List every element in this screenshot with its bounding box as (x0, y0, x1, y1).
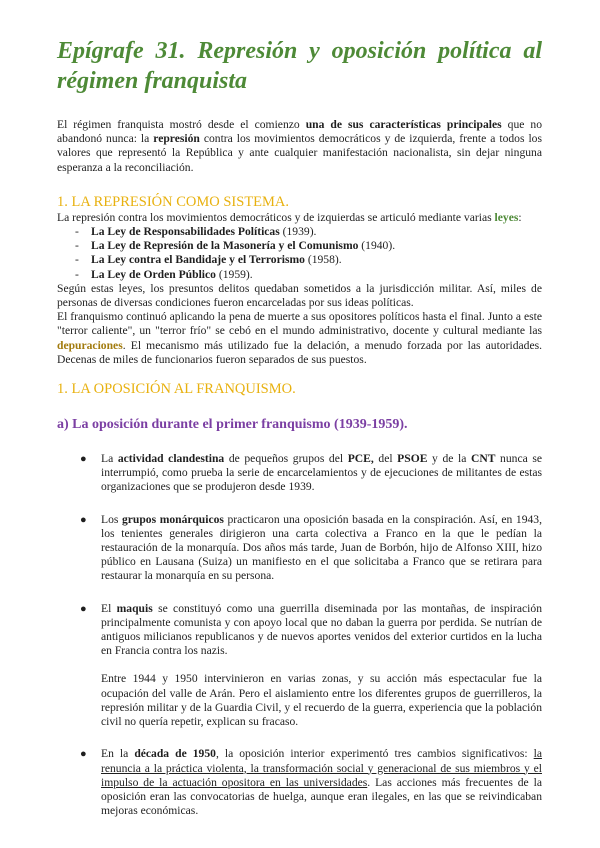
maquis-paragraph-2: Entre 1944 y 1950 intervinieron en varias zonas, y su acción más espectacular fue la ocupación del valle de Arán. Pero el aislamiento entre los diferentes grupos de guerrilleros, la represión militar y de la Guardia Civil, y el recuerdo de la guerra, experiencia que la población civil no quería repetir, explican su fracaso. (101, 672, 542, 729)
law-name: La Ley de Orden Público (91, 267, 216, 281)
laws-lead-text: La represión contra los movimientos democráticos y de izquierdas se articuló mediante varias (57, 210, 495, 224)
monarchist-paragraph (101, 513, 542, 584)
text: y de la (427, 452, 471, 466)
text: nunca se interrumpió, como prueba la serie de encarcelamientos y de ejecuciones de militantes de estas organizaciones que se produjeron desde 1939. (101, 452, 542, 494)
intro-paragraph (57, 118, 542, 175)
laws-list (57, 225, 542, 282)
bullet-icon: ● (80, 453, 87, 466)
law-year: (1940). (358, 239, 396, 253)
list-item (80, 452, 542, 495)
maquis-paragraph (101, 602, 542, 659)
intro-bold-repression: represión (153, 132, 200, 146)
dash-marker: - (75, 239, 79, 253)
list-item (80, 601, 542, 730)
list-item (80, 747, 543, 818)
opposition-bullet-list (57, 452, 542, 818)
list-item (75, 268, 542, 282)
page-title: Epígrafe 31. Represión y oposición política al régimen franquista (57, 38, 542, 94)
text: El (101, 601, 117, 615)
jurisdiction-paragraph: Según estas leyes, los presuntos delitos quedaban sometidos a la jurisdicción militar. Así, miles de personas de diversas condiciones fueron encarceladas por sus ideas políticas. (57, 281, 542, 310)
bullet-icon: ● (80, 602, 87, 615)
fifties-paragraph (101, 747, 542, 818)
terror-text: El franquismo continuó aplicando la pena de muerte a sus opositores políticos hasta el final. Junto a este "terror caliente", un "terror frío" se cebó en el mundo administrativo, docente y cultural mediante las (57, 310, 542, 338)
law-name: La Ley de Responsabilidades Políticas (91, 225, 280, 239)
clandestine-paragraph (101, 452, 542, 495)
list-item (75, 225, 542, 239)
list-item (75, 239, 542, 253)
text: , la oposición interior experimentó tres cambios significativos: (215, 747, 534, 761)
subsection-heading-first-francoism: a) La oposición durante el primer franquismo (1939-1959). (57, 417, 408, 433)
intro-bold-characteristics: una de sus características principales (305, 118, 502, 131)
bullet-icon: ● (80, 513, 87, 526)
law-year: (1939). (279, 225, 317, 239)
section-heading-opposition: 1. LA OPOSICIÓN AL FRANQUISMO. (57, 381, 296, 398)
bold-decade: década de 1950 (134, 747, 216, 761)
section-heading-repression: 1. LA REPRESIÓN COMO SISTEMA. (57, 193, 290, 210)
text: se constituyó como una guerrilla diseminada por las montañas, de inspiración principalmente comunista y con apoyo local que no daban la guerra por perdida. Se nutrían de antiguos milicianos republicanos y de nuevos aportes venidos del exterior curtidos en la lucha en Francia contra los nazis. (101, 601, 542, 658)
list-item (80, 512, 542, 584)
terror-paragraph (57, 310, 542, 367)
text: practicaron una oposición basada en la conspiración. Así, en 1943, los tenientes generales dirigieron una carta colectiva a Franco en la que le pedían la restauración de la monarquía. Dos años más tarde, Juan de Borbón, hijo de Alfonso XIII, hizo público en Lausana (Suiza) un manifiesto en el que solicitaba a Franco que se retirara para restaurar la monarquía en su persona. (101, 512, 542, 583)
laws-lead-paragraph (57, 211, 542, 225)
bold-psoe: PSOE (397, 452, 428, 466)
text: . Las acciones más frecuentes de la oposición eran las convocatorias de huelga, aunque eran ilegales, en las que se reivindicaban mejoras económicas. (101, 775, 542, 818)
dash-marker: - (75, 253, 79, 267)
law-year: (1958). (304, 253, 342, 267)
intro-text: que no abandonó nunca: la (57, 118, 542, 146)
text: La (101, 452, 118, 466)
leyes-keyword: leyes (494, 210, 519, 224)
intro-text: El régimen franquista mostró desde el comienzo (57, 118, 306, 131)
dash-marker: - (75, 225, 79, 239)
terror-text: . El mecanismo más utilizado fue la delación, a menudo forzada por las autoridades. Decenas de miles de funcionarios fueron separados de sus puestos. (57, 338, 542, 366)
underlined-changes: la renuncia a la práctica violenta, la transformación social y generacional de sus miembros y el impulso de la actuación opositora en las universidades (101, 747, 543, 789)
text: Los (101, 512, 122, 526)
dash-marker: - (75, 267, 79, 281)
law-name: La Ley de Represión de la Masonería y el Comunismo (91, 239, 359, 253)
law-name: La Ley contra el Bandidaje y el Terrorismo (91, 253, 305, 267)
text: del (373, 452, 398, 466)
law-year: (1959). (215, 267, 253, 281)
bullet-icon: ● (80, 748, 87, 761)
bold-monarchists: grupos monárquicos (121, 512, 224, 526)
bold-cnt: CNT (470, 452, 496, 466)
bold-maquis: maquis (116, 601, 153, 615)
text: de pequeños grupos del (224, 452, 348, 466)
bold-clandestine: actividad clandestina (117, 452, 225, 466)
list-item (75, 253, 542, 267)
bold-pce: PCE, (347, 452, 374, 466)
text: En la (101, 747, 135, 761)
intro-text: contra los movimientos democráticos y de izquierda, frente a todos los valores que representó la República y ante cualquier manifestación nacionalista, sin dejar ninguna esperanza a la reconciliación. (57, 132, 542, 174)
laws-lead-colon: : (518, 210, 522, 224)
depuraciones-keyword: depuraciones (57, 338, 123, 352)
